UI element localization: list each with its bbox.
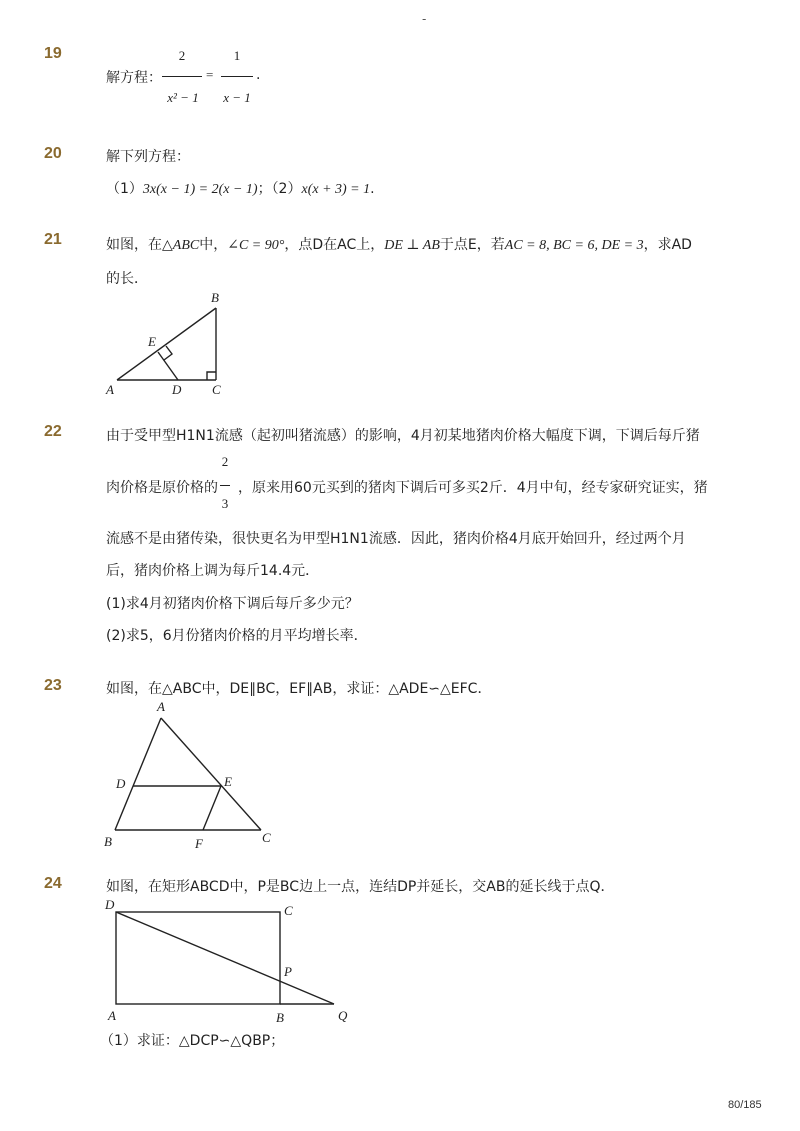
q21-perpendicular: DE ⊥ AB xyxy=(384,238,440,253)
q21-text-d: 于点E，若 xyxy=(439,237,505,253)
q21-triangle: △ABC xyxy=(162,238,200,253)
q19-rhs-numerator: 1 xyxy=(233,48,241,63)
q21-text-e: ，求AD xyxy=(643,237,692,253)
q23-label-f: F xyxy=(195,836,203,851)
q24-segment-dq xyxy=(116,912,334,1004)
q20-part2-label: （2） xyxy=(271,181,302,197)
q23-label-c: C xyxy=(262,830,271,845)
q24-statement: 如图，在矩形ABCD中，P是BC边上一点，连结DP并延长，交AB的延长线于点Q． xyxy=(106,879,615,895)
q21-right-angle-e xyxy=(164,346,172,360)
q22-line2-a: 肉价格是原价格的 xyxy=(106,480,218,496)
q21-angle: ∠C = 90° xyxy=(227,238,285,253)
q20-separator: ； xyxy=(257,181,272,197)
q24-sub1: （1）求证：△DCP∽△QBP； xyxy=(100,1033,285,1049)
q22-line3: 流感不是由猪传染，很快更名为甲型H1N1流感．因此，猪肉价格4月底开始回升，经过两个月 xyxy=(106,531,686,547)
q21-statement xyxy=(106,234,692,254)
q22-fraction-denominator: 3 xyxy=(221,496,229,511)
q22-line2-b: ，原来用60元买到的猪肉下调后可多买2斤．4月中旬，经专家研究证实，猪 xyxy=(238,480,708,496)
q23-label-e: E xyxy=(224,774,232,789)
q24-label-a: A xyxy=(108,1008,116,1023)
q20-parts xyxy=(106,178,375,198)
question-number-23: 23 xyxy=(44,677,62,694)
header-mark: - xyxy=(422,12,427,26)
q22-sub2: (2)求5，6月份猪肉价格的月平均增长率． xyxy=(106,628,368,644)
question-number-22: 22 xyxy=(44,423,62,440)
q19-rhs-bar xyxy=(221,76,253,77)
q23-segment-ef xyxy=(203,786,221,830)
q19-prefix: 解方程： xyxy=(106,70,162,86)
q23-label-b: B xyxy=(104,834,112,849)
q19-suffix: . xyxy=(256,67,261,83)
q24-label-p: P xyxy=(284,964,292,979)
q23-statement: 如图，在△ABC中，DE∥BC，EF∥AB，求证：△ADE∽△EFC． xyxy=(106,681,492,697)
q22-sub1: (1)求4月初猪肉价格下调后每斤多少元？ xyxy=(106,596,359,612)
q21-text-c: ，点D在AC上， xyxy=(284,237,385,253)
q21-label-b: B xyxy=(211,290,219,305)
q21-text-b: 中， xyxy=(199,237,228,253)
question-number-20: 20 xyxy=(44,145,62,162)
q24-rectangle-abcd xyxy=(116,912,280,1004)
q19-lhs-numerator: 2 xyxy=(178,48,186,63)
q21-right-angle-c xyxy=(207,372,216,380)
q23-side-ab xyxy=(115,718,161,830)
q24-label-b: B xyxy=(276,1010,284,1025)
q24-label-q: Q xyxy=(338,1008,348,1023)
q20-title: 解下列方程： xyxy=(106,149,190,165)
q21-label-d: D xyxy=(172,382,182,397)
q23-label-d: D xyxy=(116,776,126,791)
q21-segment-de xyxy=(158,352,178,380)
q23-label-a: A xyxy=(157,699,165,714)
question-number-24: 24 xyxy=(44,875,62,892)
q22-line4: 后，猪肉价格上调为每斤14.4元． xyxy=(106,563,320,579)
q22-line1: 由于受甲型H1N1流感（起初叫猪流感）的影响，4月初某地猪肉价格大幅度下调，下调后每斤猪 xyxy=(106,428,700,444)
q24-label-d: D xyxy=(105,897,115,912)
q19-equals: = xyxy=(206,67,214,82)
page-number: 80/185 xyxy=(728,1099,762,1111)
q19-lhs-denominator: x² − 1 xyxy=(167,90,199,105)
q20-part1-equation: 3x(x − 1) = 2(x − 1) xyxy=(142,182,258,197)
q23-side-ac xyxy=(161,718,261,830)
q22-line2 xyxy=(106,477,708,497)
q21-side-ab xyxy=(117,308,216,380)
q20-part2-equation: x(x + 3) = 1 xyxy=(301,182,371,197)
question-number-19: 19 xyxy=(44,45,62,62)
q19-lhs-bar xyxy=(162,76,202,77)
q21-text-a: 如图，在 xyxy=(106,237,162,253)
question-number-21: 21 xyxy=(44,231,62,248)
q21-given-values: AC = 8, BC = 6, DE = 3 xyxy=(504,238,644,253)
q21-label-a: A xyxy=(106,382,114,397)
q19-rhs-denominator: x − 1 xyxy=(223,90,251,105)
q22-fraction-bar xyxy=(220,485,230,486)
q21-statement-line2: 的长． xyxy=(106,271,148,287)
q22-fraction-numerator: 2 xyxy=(221,454,229,469)
q24-label-c: C xyxy=(284,903,293,918)
q21-label-e: E xyxy=(148,334,156,349)
q20-end: . xyxy=(370,181,375,197)
q20-part1-label: （1） xyxy=(106,181,143,197)
q21-label-c: C xyxy=(212,382,221,397)
